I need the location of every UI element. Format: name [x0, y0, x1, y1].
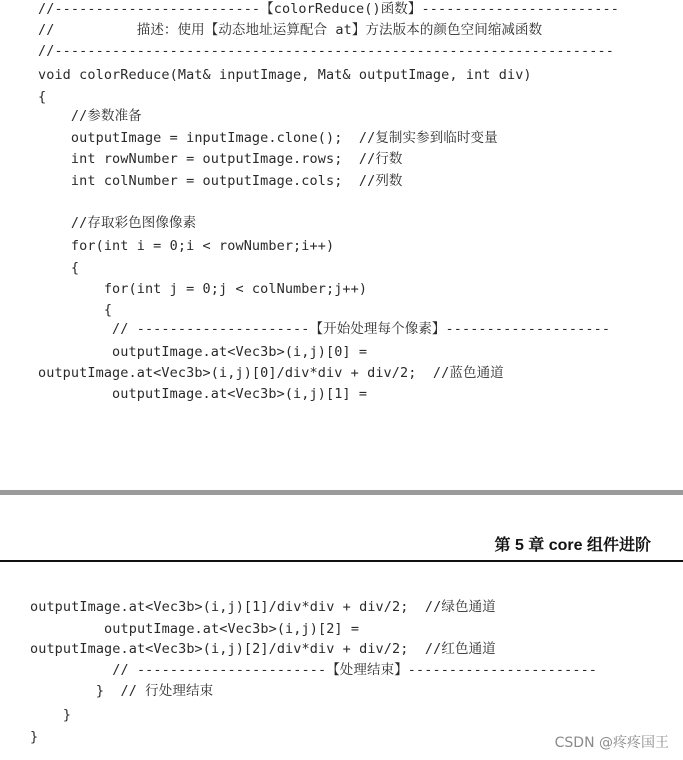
code-line: }: [30, 707, 72, 723]
code-line: } // 行处理结束: [30, 683, 214, 699]
code-line: //参数准备: [38, 108, 142, 124]
page-bottom: [0, 495, 683, 760]
code-line: int colNumber = outputImage.cols; //列数: [38, 173, 403, 189]
code-line: for(int j = 0;j < colNumber;j++): [38, 281, 368, 297]
code-line: int rowNumber = outputImage.rows; //行数: [38, 151, 403, 167]
code-line: // 描述：使用【动态地址运算配合 at】方法版本的颜色空间缩减函数: [38, 22, 543, 38]
chapter-header: 第 5 章 core 组件进阶: [494, 537, 651, 554]
code-line: //-------------------------【colorReduce()函数】------------------------: [38, 1, 619, 17]
code-line: for(int i = 0;i < rowNumber;i++): [38, 238, 335, 254]
code-line: outputImage.at<Vec3b>(i,j)[0]/div*div + div/2; //蓝色通道: [38, 365, 504, 381]
code-line: {: [38, 302, 113, 318]
code-line: void colorReduce(Mat& inputImage, Mat& outputImage, int div): [38, 67, 532, 83]
code-line: outputImage.at<Vec3b>(i,j)[1]/div*div + div/2; //绿色通道: [30, 599, 496, 615]
code-line: outputImage.at<Vec3b>(i,j)[2]/div*div + div/2; //红色通道: [30, 641, 496, 657]
code-line: outputImage.at<Vec3b>(i,j)[0] =: [38, 344, 368, 360]
code-line: outputImage.at<Vec3b>(i,j)[1] =: [38, 386, 368, 402]
code-line: //--------------------------------------------------------------------: [38, 43, 614, 59]
code-line: outputImage.at<Vec3b>(i,j)[2] =: [30, 621, 360, 637]
code-line: {: [38, 89, 47, 105]
code-line: outputImage = inputImage.clone(); //复制实参到临时变量: [38, 130, 498, 146]
watermark: CSDN @疼疼国王: [554, 735, 669, 751]
code-line: }: [30, 729, 39, 745]
code-line: //存取彩色图像像素: [38, 215, 197, 231]
code-line: // -----------------------【处理结束】-----------------------: [30, 662, 598, 678]
code-line: {: [38, 260, 80, 276]
header-rule: [0, 560, 683, 562]
code-line: // ---------------------【开始处理每个像素】--------------------: [38, 321, 611, 337]
